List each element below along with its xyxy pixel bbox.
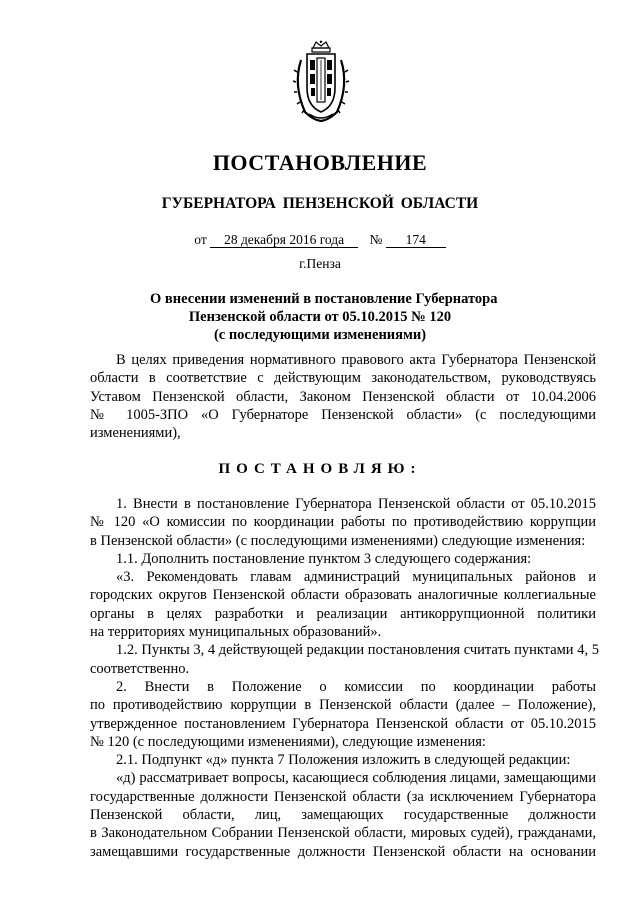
text-line: на территориях муниципальных образований». [90,624,382,641]
body-text [90,495,599,861]
heading-line: О внесении изменений в постановление Губернатора [150,291,498,307]
text-line: в Пензенской области» (с последующими изменениями) следующие изменения: [90,532,586,549]
text-line: «д) рассматривает вопросы, касающиеся соблюдения лицами, замещающими [116,770,596,787]
text-line: 1. Внести в постановление Губернатора Пензенской области от 05.10.2015 [116,496,596,512]
text-line: Уставом Пензенской области, Законом Пензенской области от 10.04.2006 [90,388,596,405]
document-date: 28 декабря 2016 года [210,232,358,248]
text-line: № 120 «О комиссии по координации работы по противодействию коррупции [90,514,596,531]
preamble-paragraph [90,351,596,442]
text-line: области в соответствие с действующим законодательством, руководствуясь [90,370,596,387]
text-line: утвержденное постановлением Губернатора Пензенской области от 05.10.2015 [90,715,596,732]
date-prefix: от [194,232,207,247]
text-line: Пензенской области, лиц, замещающих государственные должности [90,807,596,824]
text-line: 2.1. Подпункт «д» пункта 7 Положения изложить в следующей редакции: [116,752,571,769]
document-number: 174 [386,232,446,248]
document-title: ПОСТАНОВЛЕНИЕ [212,150,428,175]
text-line: «3. Рекомендовать главам администраций муниципальных районов и [116,569,596,586]
text-line: городских округов Пензенской области образовать аналогичные коллегиальные [90,587,596,604]
date-number-line [0,232,640,248]
text-line: В целях приведения нормативного правового акта Губернатора Пензенской [116,352,596,368]
text-line: 2. Внести в Положение о комиссии по координации работы [116,678,596,695]
text-line: органы в целях разработки и реализации антикоррупционной политики [90,605,596,622]
text-line: № 120 (с последующими изменениями), следующие изменения: [90,733,486,750]
number-prefix: № [369,232,383,247]
document-city: г.Пенза [299,256,341,271]
text-line: № 1005-ЗПО «О Губернаторе Пензенской области» (с последующими [90,406,596,423]
text-line: в Законодательном Собрании Пензенской области, мировых судей), гражданами, [90,825,596,842]
heading-line: (с последующими изменениями) [213,327,427,343]
text-line: замещавшими государственные должности Пензенской области на основании [90,843,596,860]
text-line: изменениями), [90,425,181,442]
text-line: государственные должности Пензенской области (за исключением Губернатора [90,788,596,805]
document-heading [150,290,498,344]
text-line: по противодействию коррупции в Пензенской области (далее – Положение), [90,697,596,714]
heading-line: Пензенской области от 05.10.2015 № 120 [188,309,452,325]
coat-of-arms-emblem [291,40,351,125]
text-line: 1.1. Дополнить постановление пунктом 3 следующего содержания: [116,550,532,567]
resolve-heading: ПОСТАНОВЛЯЮ: [218,461,422,477]
text-line: 1.2. Пункты 3, 4 действующей редакции постановления считать пунктами 4, 5 [116,642,599,659]
document-subtitle: ГУБЕРНАТОРА ПЕНЗЕНСКОЙ ОБЛАСТИ [161,195,479,212]
text-line: соответственно. [90,660,190,677]
